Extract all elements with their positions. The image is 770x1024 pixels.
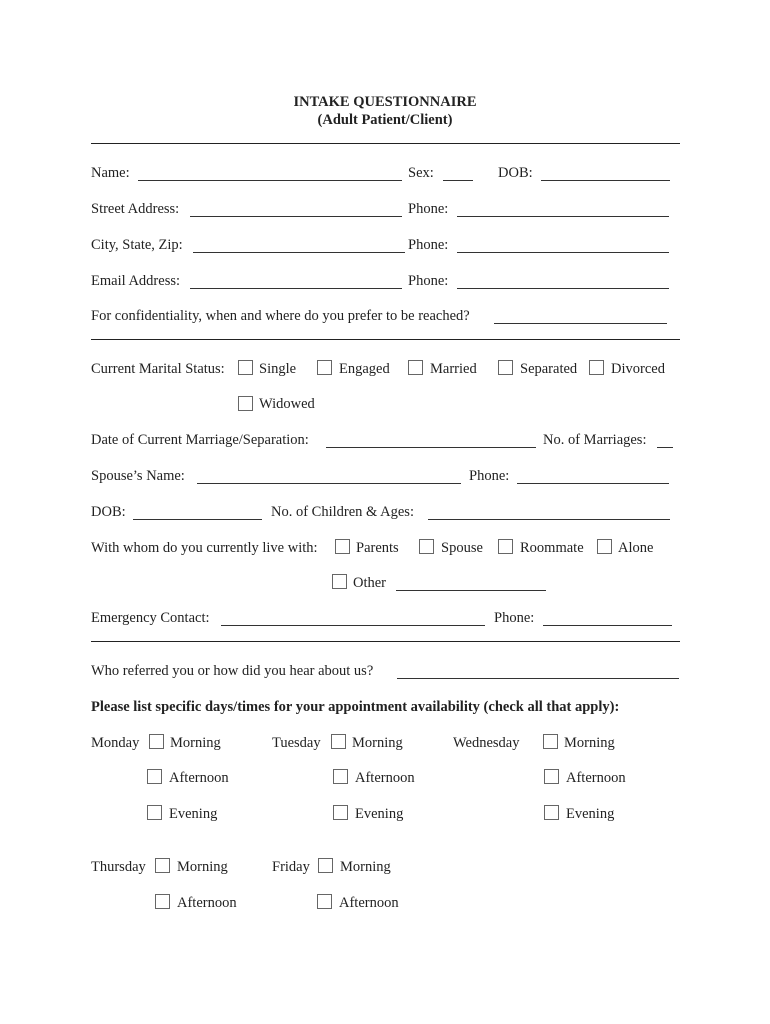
alone-option: Alone: [618, 540, 654, 556]
time-label: Evening: [169, 806, 218, 822]
dob-field[interactable]: [541, 180, 670, 181]
engaged-checkbox[interactable]: [317, 360, 332, 375]
roommate-checkbox[interactable]: [498, 539, 513, 554]
dob-label: DOB:: [498, 165, 533, 181]
thursday-afternoon-checkbox[interactable]: [155, 894, 170, 909]
monday-morning-checkbox[interactable]: [149, 734, 164, 749]
phone-field[interactable]: [457, 288, 669, 289]
spouse-option: Spouse: [441, 540, 483, 556]
living-label: With whom do you currently live with:: [91, 540, 318, 556]
email-field[interactable]: [190, 288, 402, 289]
engaged-option: Engaged: [339, 361, 390, 377]
marriage-date-label: Date of Current Marriage/Separation:: [91, 432, 309, 448]
time-label: Evening: [566, 806, 615, 822]
tuesday-morning-checkbox[interactable]: [331, 734, 346, 749]
marriages-count-label: No. of Marriages:: [543, 432, 647, 448]
email-label: Email Address:: [91, 273, 181, 289]
alone-checkbox[interactable]: [597, 539, 612, 554]
referral-field[interactable]: [397, 678, 679, 679]
time-label: Afternoon: [169, 770, 229, 786]
divider: [91, 641, 680, 642]
form-title: INTAKE QUESTIONNAIRE: [293, 94, 477, 110]
city-label: City, State, Zip:: [91, 237, 183, 253]
spouse-dob-label: DOB:: [91, 504, 126, 520]
parents-checkbox[interactable]: [335, 539, 350, 554]
divorced-option: Divorced: [611, 361, 665, 377]
children-label: No. of Children & Ages:: [271, 504, 414, 520]
spouse-phone-field[interactable]: [517, 483, 669, 484]
wednesday-evening-checkbox[interactable]: [544, 805, 559, 820]
other-field[interactable]: [396, 590, 546, 591]
parents-option: Parents: [356, 540, 399, 556]
day-label-friday: Friday: [272, 859, 310, 875]
wednesday-morning-checkbox[interactable]: [543, 734, 558, 749]
confidentiality-field[interactable]: [494, 323, 667, 324]
street-label: Street Address:: [91, 201, 180, 217]
marital-label: Current Marital Status:: [91, 361, 225, 377]
married-option: Married: [430, 361, 477, 377]
separated-option: Separated: [520, 361, 578, 377]
spouse-label: Spouse’s Name:: [91, 468, 185, 484]
friday-morning-checkbox[interactable]: [318, 858, 333, 873]
marriage-date-field[interactable]: [326, 447, 536, 448]
tuesday-evening-checkbox[interactable]: [333, 805, 348, 820]
referral-label: Who referred you or how did you hear about us?: [91, 663, 374, 679]
time-label: Morning: [564, 735, 615, 751]
name-label: Name:: [91, 165, 130, 181]
emergency-phone-label: Phone:: [494, 610, 535, 626]
roommate-option: Roommate: [520, 540, 584, 556]
single-checkbox[interactable]: [238, 360, 253, 375]
children-field[interactable]: [428, 519, 670, 520]
friday-afternoon-checkbox[interactable]: [317, 894, 332, 909]
wednesday-afternoon-checkbox[interactable]: [544, 769, 559, 784]
thursday-morning-checkbox[interactable]: [155, 858, 170, 873]
divider: [91, 143, 680, 144]
phone-label: Phone:: [408, 237, 449, 253]
phone-field[interactable]: [457, 216, 669, 217]
time-label: Evening: [355, 806, 404, 822]
day-label-wednesday: Wednesday: [453, 735, 520, 751]
availability-heading: Please list specific days/times for your appointment availability (check all that apply):: [91, 699, 620, 715]
phone-label: Phone:: [408, 201, 449, 217]
city-field[interactable]: [193, 252, 405, 253]
sex-label: Sex:: [408, 165, 434, 181]
time-label: Morning: [170, 735, 221, 751]
time-label: Morning: [352, 735, 403, 751]
other-option: Other: [353, 575, 387, 591]
time-label: Afternoon: [355, 770, 415, 786]
single-option: Single: [259, 361, 297, 377]
separated-checkbox[interactable]: [498, 360, 513, 375]
sex-field[interactable]: [443, 180, 473, 181]
day-label-tuesday: Tuesday: [272, 735, 321, 751]
emergency-label: Emergency Contact:: [91, 610, 210, 626]
time-label: Afternoon: [339, 895, 399, 911]
phone-field[interactable]: [457, 252, 669, 253]
form-subtitle: (Adult Patient/Client): [317, 112, 453, 128]
divorced-checkbox[interactable]: [589, 360, 604, 375]
monday-evening-checkbox[interactable]: [147, 805, 162, 820]
spouse-checkbox[interactable]: [419, 539, 434, 554]
widowed-option: Widowed: [259, 396, 315, 412]
emergency-phone-field[interactable]: [543, 625, 672, 626]
marriages-count-field[interactable]: [657, 447, 673, 448]
emergency-field[interactable]: [221, 625, 485, 626]
street-field[interactable]: [190, 216, 402, 217]
phone-label: Phone:: [408, 273, 449, 289]
name-field[interactable]: [138, 180, 402, 181]
tuesday-afternoon-checkbox[interactable]: [333, 769, 348, 784]
time-label: Afternoon: [177, 895, 237, 911]
time-label: Morning: [177, 859, 228, 875]
time-label: Afternoon: [566, 770, 626, 786]
time-label: Morning: [340, 859, 391, 875]
day-label-monday: Monday: [91, 735, 140, 751]
spouse-field[interactable]: [197, 483, 461, 484]
other-checkbox[interactable]: [332, 574, 347, 589]
divider: [91, 339, 680, 340]
day-label-thursday: Thursday: [91, 859, 146, 875]
spouse-phone-label: Phone:: [469, 468, 510, 484]
married-checkbox[interactable]: [408, 360, 423, 375]
confidentiality-label: For confidentiality, when and where do you prefer to be reached?: [91, 308, 470, 324]
spouse-dob-field[interactable]: [133, 519, 262, 520]
monday-afternoon-checkbox[interactable]: [147, 769, 162, 784]
widowed-checkbox[interactable]: [238, 396, 253, 411]
